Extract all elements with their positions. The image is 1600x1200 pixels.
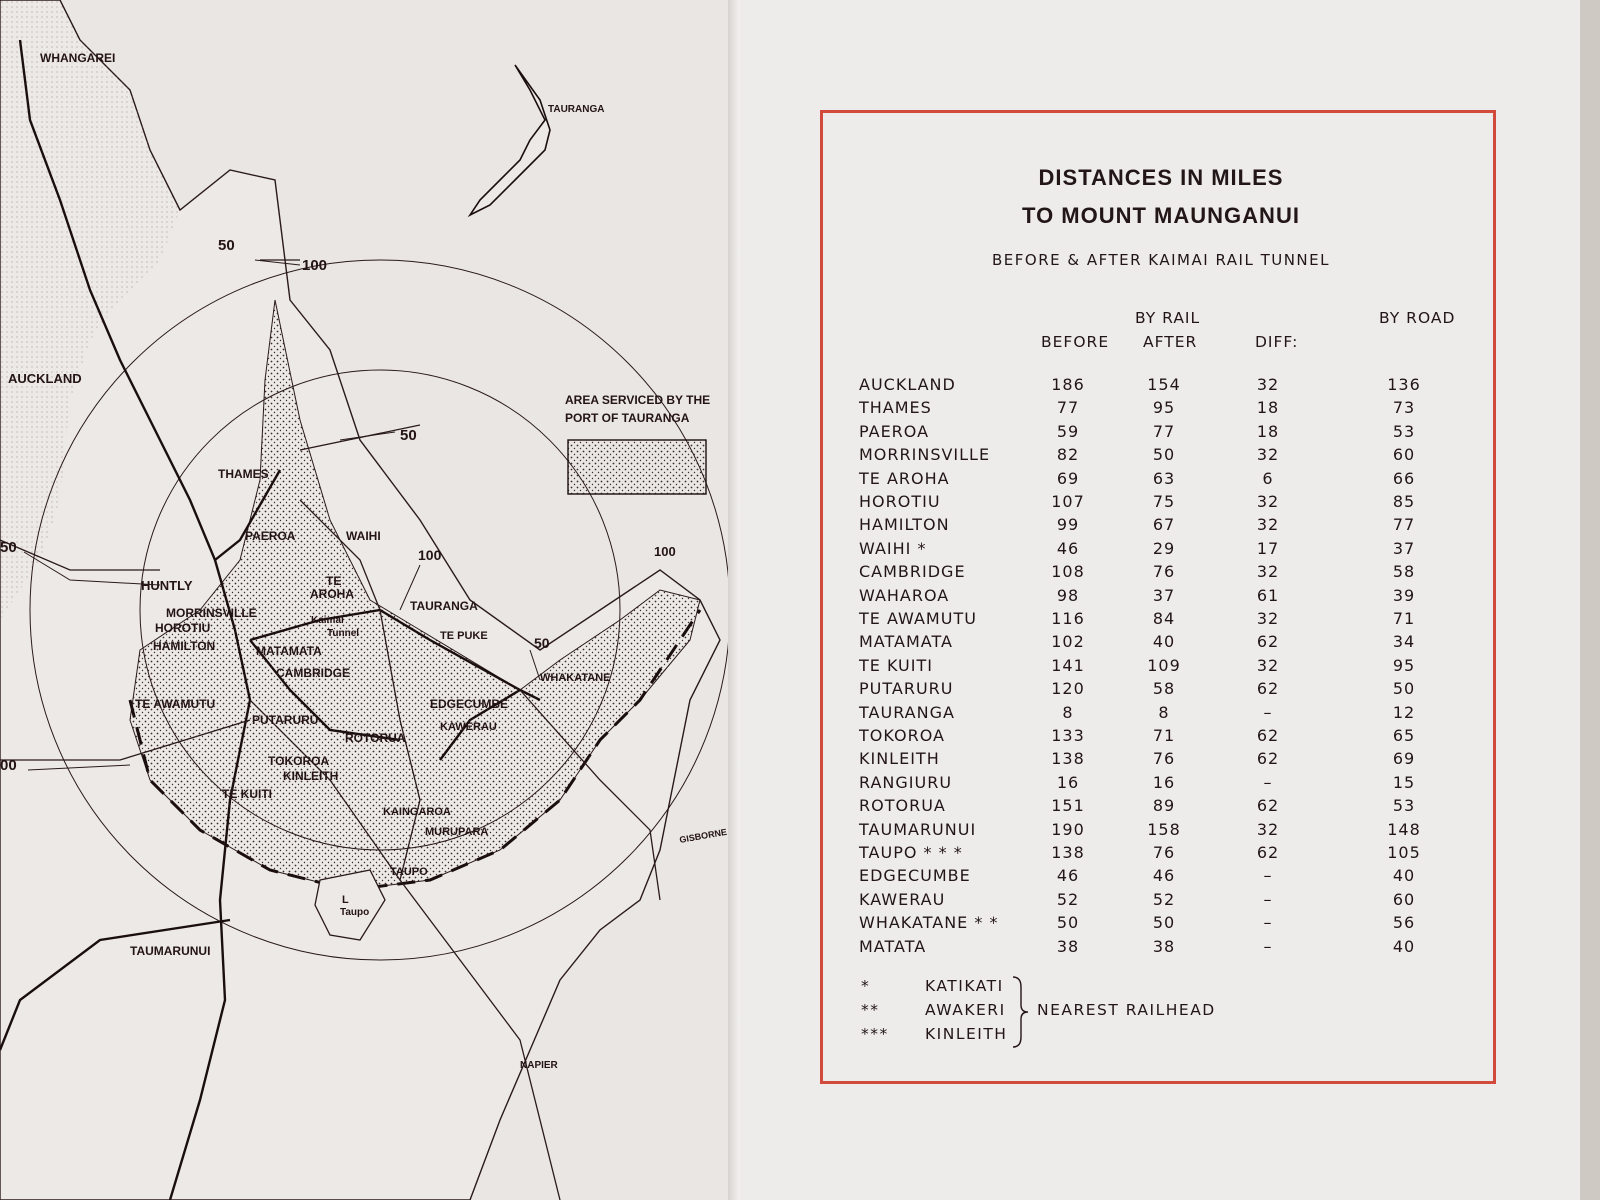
radius-label-50-right: 50 bbox=[400, 427, 417, 444]
place-cell: MATATA bbox=[859, 936, 927, 956]
note-place-3: KINLEITH bbox=[925, 1025, 1008, 1043]
road-cell: 12 bbox=[1392, 702, 1416, 722]
after-cell: 67 bbox=[1152, 515, 1176, 535]
town-te-kuiti: TE KUITI bbox=[222, 787, 272, 801]
after-cell: 38 bbox=[1152, 936, 1176, 956]
after-cell: 46 bbox=[1152, 866, 1176, 886]
table-row bbox=[823, 469, 1499, 492]
diff-cell: 62 bbox=[1256, 749, 1280, 769]
town-te-aroha-1: TE bbox=[326, 574, 342, 588]
place-cell: MORRINSVILLE bbox=[859, 445, 991, 465]
table-row bbox=[823, 656, 1499, 679]
after-cell: 16 bbox=[1152, 772, 1176, 792]
radius-label-50-top: 50 bbox=[218, 237, 235, 254]
road-cell: 39 bbox=[1392, 585, 1416, 605]
before-cell: 186 bbox=[1051, 375, 1085, 394]
distance-table-frame bbox=[820, 110, 1496, 1084]
town-whakatane: WHAKATANE bbox=[540, 672, 611, 684]
after-cell: 89 bbox=[1152, 796, 1176, 816]
before-cell: 46 bbox=[1056, 538, 1080, 558]
town-taupo: TAUPO bbox=[390, 866, 428, 878]
diff-cell: – bbox=[1263, 889, 1273, 909]
after-cell: 95 bbox=[1152, 398, 1176, 418]
diff-cell: 32 bbox=[1256, 445, 1280, 465]
place-cell: MATAMATA bbox=[859, 632, 953, 652]
table-title-line2: TO MOUNT MAUNGANUI bbox=[1022, 203, 1300, 228]
before-cell: 138 bbox=[1051, 843, 1085, 862]
diff-cell: 32 bbox=[1256, 609, 1280, 628]
diff-cell: 32 bbox=[1256, 819, 1280, 839]
town-paeroa: PAEROA bbox=[245, 529, 296, 543]
map bbox=[0, 0, 742, 1200]
table-row bbox=[823, 937, 1499, 960]
table-row bbox=[823, 913, 1499, 936]
town-thames: THAMES bbox=[218, 467, 269, 481]
table-row bbox=[823, 820, 1499, 843]
table-row bbox=[823, 422, 1499, 445]
before-cell: 16 bbox=[1056, 772, 1080, 792]
before-cell: 8 bbox=[1062, 702, 1074, 722]
after-cell: 50 bbox=[1152, 913, 1176, 933]
diff-cell: 18 bbox=[1256, 398, 1280, 418]
table-row bbox=[823, 773, 1499, 796]
place-cell: HAMILTON bbox=[859, 515, 950, 535]
place-cell: TE AROHA bbox=[859, 468, 950, 488]
road-cell: 34 bbox=[1392, 632, 1416, 652]
road-cell: 40 bbox=[1392, 936, 1416, 956]
road-cell: 71 bbox=[1392, 609, 1416, 628]
after-cell: 50 bbox=[1152, 445, 1176, 465]
town-horotiu: HOROTIU bbox=[155, 621, 211, 635]
town-hamilton: HAMILTON bbox=[153, 639, 216, 653]
nearest-railhead-label: NEAREST RAILHEAD bbox=[1037, 1001, 1216, 1019]
town-gisborne: GISBORNE bbox=[678, 826, 728, 845]
town-putaruru: PUTARURU bbox=[252, 713, 319, 727]
town-tauranga: TAURANGA bbox=[410, 599, 478, 613]
inset-nz-map bbox=[470, 65, 550, 215]
table-row bbox=[823, 445, 1499, 468]
road-cell: 105 bbox=[1387, 843, 1421, 862]
table-row bbox=[823, 539, 1499, 562]
town-edgecumbe: EDGECUMBE bbox=[430, 697, 509, 711]
radius-label-100-east: 100 bbox=[654, 544, 676, 559]
before-cell: 120 bbox=[1051, 679, 1085, 699]
place-cell: THAMES bbox=[859, 398, 932, 418]
header-before: BEFORE bbox=[1041, 333, 1110, 351]
table-row bbox=[823, 398, 1499, 421]
before-cell: 69 bbox=[1056, 468, 1080, 488]
before-cell: 59 bbox=[1056, 421, 1080, 441]
kaimai-tunnel-1: Kaimai bbox=[311, 615, 344, 626]
town-kaingaroa: KAINGAROA bbox=[383, 806, 451, 818]
town-waihi: WAIHI bbox=[346, 529, 381, 543]
note-mark-1: * bbox=[861, 977, 871, 995]
before-cell: 108 bbox=[1051, 562, 1085, 582]
diff-cell: 62 bbox=[1256, 726, 1280, 745]
note-place-1: KATIKATI bbox=[925, 977, 1004, 995]
road-cell: 77 bbox=[1392, 515, 1416, 535]
place-cell: PUTARURU bbox=[859, 679, 954, 699]
town-te-aroha-2: AROHA bbox=[310, 587, 354, 601]
diff-cell: – bbox=[1263, 866, 1273, 886]
radius-label-100-top: 100 bbox=[302, 257, 328, 274]
note-mark-2: ** bbox=[861, 1001, 880, 1019]
table-row bbox=[823, 843, 1499, 866]
table-row bbox=[823, 562, 1499, 585]
table-row bbox=[823, 515, 1499, 538]
radius-label-50-east: 50 bbox=[534, 635, 550, 651]
town-kinleith: KINLEITH bbox=[283, 769, 339, 783]
place-cell: TAUMARUNUI bbox=[859, 819, 977, 839]
before-cell: 141 bbox=[1051, 655, 1085, 675]
page-edge bbox=[1580, 0, 1600, 1200]
road-cell: 37 bbox=[1392, 538, 1416, 558]
town-whangarei: WHANGAREI bbox=[40, 51, 116, 65]
diff-cell: 61 bbox=[1256, 585, 1280, 605]
diff-cell: 62 bbox=[1256, 679, 1280, 699]
table-row bbox=[823, 749, 1499, 772]
road-cell: 136 bbox=[1387, 375, 1421, 394]
after-cell: 154 bbox=[1147, 375, 1181, 394]
town-rotorua: ROTORUA bbox=[345, 731, 406, 745]
place-cell: WAHAROA bbox=[859, 585, 950, 605]
table-row bbox=[823, 679, 1499, 702]
town-morrinsville: MORRINSVILLE bbox=[166, 606, 257, 620]
diff-cell: – bbox=[1263, 772, 1273, 792]
before-cell: 77 bbox=[1056, 398, 1080, 418]
road-cell: 69 bbox=[1392, 749, 1416, 769]
diff-cell: 32 bbox=[1256, 375, 1280, 394]
after-cell: 71 bbox=[1152, 726, 1176, 745]
before-cell: 50 bbox=[1056, 913, 1080, 933]
town-tokoroa: TOKOROA bbox=[268, 754, 330, 768]
diff-cell: 17 bbox=[1256, 538, 1280, 558]
after-cell: 52 bbox=[1152, 889, 1176, 909]
diff-cell: 6 bbox=[1262, 468, 1274, 488]
after-cell: 158 bbox=[1147, 819, 1181, 839]
road-cell: 60 bbox=[1392, 889, 1416, 909]
town-murupara: MURUPARA bbox=[425, 826, 489, 838]
diff-cell: 62 bbox=[1256, 632, 1280, 652]
legend-text-1: AREA SERVICED BY THE bbox=[565, 393, 711, 407]
after-cell: 58 bbox=[1152, 679, 1176, 699]
road-cell: 65 bbox=[1392, 726, 1416, 745]
table-subtitle: BEFORE & AFTER KAIMAI RAIL TUNNEL bbox=[992, 251, 1330, 269]
legend-swatch bbox=[568, 440, 706, 494]
before-cell: 151 bbox=[1051, 796, 1085, 816]
place-cell: PAEROA bbox=[859, 421, 930, 441]
diff-cell: 62 bbox=[1256, 843, 1280, 862]
diff-cell: 32 bbox=[1256, 655, 1280, 675]
table-row bbox=[823, 726, 1499, 749]
place-cell: KINLEITH bbox=[859, 749, 940, 769]
town-auckland: AUCKLAND bbox=[8, 371, 82, 386]
table-row bbox=[823, 796, 1499, 819]
place-cell: TE AWAMUTU bbox=[859, 609, 977, 628]
place-cell: ROTORUA bbox=[859, 796, 946, 816]
after-cell: 63 bbox=[1152, 468, 1176, 488]
before-cell: 38 bbox=[1056, 936, 1080, 956]
before-cell: 133 bbox=[1051, 726, 1085, 745]
place-cell: WHAKATANE * * bbox=[859, 913, 999, 933]
town-napier: NAPIER bbox=[520, 1060, 558, 1071]
table-row bbox=[823, 890, 1499, 913]
before-cell: 52 bbox=[1056, 889, 1080, 909]
header-diff: DIFF: bbox=[1255, 333, 1299, 351]
after-cell: 76 bbox=[1152, 749, 1176, 769]
left-page bbox=[0, 0, 742, 1200]
diff-cell: 32 bbox=[1256, 515, 1280, 535]
after-cell: 84 bbox=[1152, 609, 1176, 628]
town-kawerau: KAWERAU bbox=[440, 721, 497, 733]
before-cell: 46 bbox=[1056, 866, 1080, 886]
place-cell: CAMBRIDGE bbox=[859, 562, 966, 582]
table-row bbox=[823, 703, 1499, 726]
brace bbox=[1011, 975, 1031, 1049]
diff-cell: 62 bbox=[1256, 796, 1280, 816]
after-cell: 8 bbox=[1158, 702, 1170, 722]
note-mark-3: *** bbox=[861, 1025, 889, 1043]
table-row bbox=[823, 586, 1499, 609]
diff-cell: – bbox=[1263, 913, 1273, 933]
road-cell: 148 bbox=[1387, 819, 1421, 839]
table-row bbox=[823, 375, 1499, 398]
before-cell: 98 bbox=[1056, 585, 1080, 605]
road-cell: 56 bbox=[1392, 913, 1416, 933]
after-cell: 29 bbox=[1152, 538, 1176, 558]
table-row bbox=[823, 866, 1499, 889]
road-cell: 66 bbox=[1392, 468, 1416, 488]
place-cell: TOKOROA bbox=[859, 726, 945, 745]
place-cell: RANGIURU bbox=[859, 772, 953, 792]
table-row bbox=[823, 632, 1499, 655]
town-taumarunui: TAUMARUNUI bbox=[130, 944, 211, 958]
road-cell: 40 bbox=[1392, 866, 1416, 886]
place-cell: EDGECUMBE bbox=[859, 866, 971, 886]
town-te-puke: TE PUKE bbox=[440, 630, 488, 642]
town-cambridge: CAMBRIDGE bbox=[276, 666, 350, 680]
lake-taupo-l: L bbox=[342, 894, 349, 906]
diff-cell: 32 bbox=[1256, 562, 1280, 582]
note-place-2: AWAKERI bbox=[925, 1001, 1006, 1019]
after-cell: 75 bbox=[1152, 492, 1176, 511]
road-cell: 85 bbox=[1392, 492, 1416, 511]
place-cell: KAWERAU bbox=[859, 889, 946, 909]
road-cell: 60 bbox=[1392, 445, 1416, 465]
road-cell: 53 bbox=[1392, 796, 1416, 816]
place-cell: WAIHI * bbox=[859, 538, 927, 558]
road-cell: 73 bbox=[1392, 398, 1416, 418]
place-cell: AUCKLAND bbox=[859, 375, 956, 394]
before-cell: 116 bbox=[1051, 609, 1085, 628]
diff-cell: – bbox=[1263, 702, 1273, 722]
lake-taupo-name: Taupo bbox=[340, 907, 370, 918]
table-row bbox=[823, 609, 1499, 632]
after-cell: 76 bbox=[1152, 843, 1176, 862]
radius-label-100-mid: 100 bbox=[418, 547, 442, 563]
place-cell: HOROTIU bbox=[859, 492, 941, 511]
before-cell: 99 bbox=[1056, 515, 1080, 535]
before-cell: 138 bbox=[1051, 749, 1085, 769]
kaimai-tunnel-2: Tunnel bbox=[327, 628, 360, 639]
after-cell: 77 bbox=[1152, 421, 1176, 441]
header-by-road: BY ROAD bbox=[1379, 309, 1456, 327]
road-cell: 95 bbox=[1392, 655, 1416, 675]
place-cell: TAUPO * * * bbox=[859, 843, 963, 862]
legend-text-2: PORT OF TAURANGA bbox=[565, 411, 690, 425]
after-cell: 40 bbox=[1152, 632, 1176, 652]
town-huntly: HUNTLY bbox=[141, 578, 193, 593]
place-cell: TAURANGA bbox=[859, 702, 955, 722]
diff-cell: – bbox=[1263, 936, 1273, 956]
radius-label-50-left: 50 bbox=[0, 539, 17, 556]
after-cell: 109 bbox=[1147, 655, 1181, 675]
header-after: AFTER bbox=[1143, 333, 1198, 351]
inset-tauranga: TAURANGA bbox=[548, 104, 605, 115]
after-cell: 76 bbox=[1152, 562, 1176, 582]
after-cell: 37 bbox=[1152, 585, 1176, 605]
table-row bbox=[823, 492, 1499, 515]
header-by-rail: BY RAIL bbox=[1135, 309, 1201, 327]
before-cell: 82 bbox=[1056, 445, 1080, 465]
before-cell: 107 bbox=[1051, 492, 1085, 511]
diff-cell: 32 bbox=[1256, 492, 1280, 511]
road-cell: 53 bbox=[1392, 421, 1416, 441]
town-te-awamutu: TE AWAMUTU bbox=[135, 697, 216, 711]
radius-label-100-left: 00 bbox=[0, 757, 17, 774]
table-title-line1: DISTANCES IN MILES bbox=[1038, 165, 1284, 190]
road-cell: 15 bbox=[1392, 772, 1416, 792]
before-cell: 190 bbox=[1051, 819, 1085, 839]
diff-cell: 18 bbox=[1256, 421, 1280, 441]
before-cell: 102 bbox=[1051, 632, 1085, 652]
road-cell: 58 bbox=[1392, 562, 1416, 582]
town-matamata: MATAMATA bbox=[256, 644, 322, 658]
place-cell: TE KUITI bbox=[859, 655, 933, 675]
road-cell: 50 bbox=[1392, 679, 1416, 699]
